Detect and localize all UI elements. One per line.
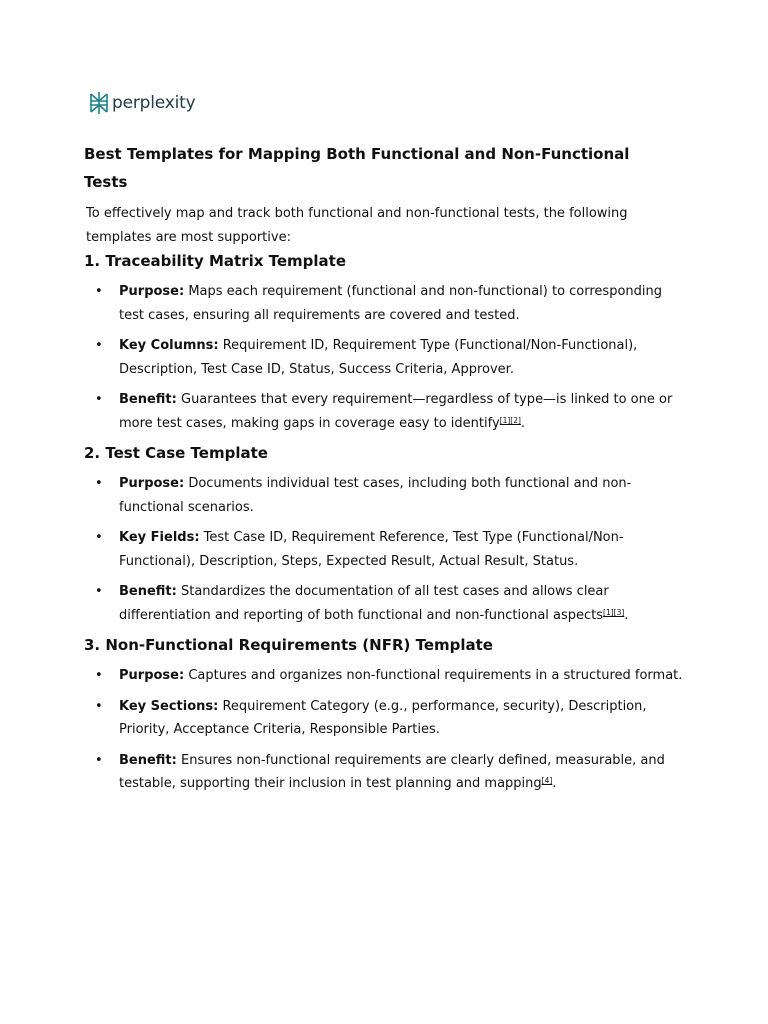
list-item: • Benefit: Guarantees that every requirement—regardless of type—is linked to one or more test cases, making gaps in coverage easy to identify[1][2]. [84,388,684,435]
section-list-traceability [84,280,684,435]
item-text: Standardizes the documentation of all test cases and allows clear differentiation and reporting of both functional and non-functional aspects [119,584,609,623]
intro-paragraph: To effectively map and track both functional and non-functional tests, the following templates are most supportive: [86,206,628,245]
section-heading-nfr: 3. Non-Functional Requirements (NFR) Template [84,636,493,654]
list-item [84,664,684,688]
item-label: Purpose: [119,284,185,299]
section-list-nfr [84,664,684,796]
list-item [84,526,684,573]
list-item [84,695,684,742]
bullet-icon: • [95,698,103,714]
item-text: Guarantees that every requirement—regardless of type—is linked to one or more test cases, making gaps in coverage easy to identify [119,392,673,431]
perplexity-logo-icon [89,91,109,115]
document-title: Best Templates for Mapping Both Functional and Non-Functional Tests [84,145,630,191]
citation-link[interactable]: [1][3] [603,607,625,617]
bullet-icon: • [95,476,103,491]
item-label: Purpose: [119,476,185,491]
list-item: • Benefit: Standardizes the documentation of all test cases and allows clear differentiation and reporting of both functional and non-functional aspects[1][3]. [84,580,684,627]
section-heading-test-case: 2. Test Case Template [84,444,268,462]
bullet-icon: • [95,668,103,683]
bullet-icon: • [95,530,103,545]
item-label: Benefit: [119,584,177,599]
section-heading-traceability: 1. Traceability Matrix Template [84,252,347,270]
item-label: Purpose: [119,668,185,683]
item-text: Test Case ID, Requirement Reference, Test Type (Functional/Non-Functional), Description, Steps, Expected Result, Actual Result, Status. [119,530,624,569]
item-text: Documents individual test cases, including both functional and non-functional scenarios. [119,476,632,515]
item-text: Captures and organizes non-functional requirements in a structured format. [184,668,683,683]
bullet-icon: • [95,584,103,599]
list-item [84,472,684,519]
bullet-icon: • [95,392,103,407]
section-list-test-case [84,472,684,627]
bullet-icon: • [95,752,103,768]
bullet-icon: • [95,284,103,299]
item-label: Benefit: [119,752,177,768]
item-text: Requirement Category (e.g., performance, security), Description, Priority, Acceptance Criteria, Responsible Parties. [119,698,647,737]
item-label: Benefit: [119,392,177,407]
item-text: Maps each requirement (functional and non-functional) to corresponding test cases, ensuring all requirements are covered and tested. [119,284,663,323]
item-label: Key Fields: [119,530,200,545]
citation-link[interactable]: [1][2] [499,415,521,425]
item-label: Key Columns: [119,338,219,353]
item-text: Requirement ID, Requirement Type (Functional/Non-Functional), Description, Test Case ID, Status, Success Criteria, Approver. [119,338,638,377]
item-text: Ensures non-functional requirements are clearly defined, measurable, and testable, supporting their inclusion in test planning and mapping [119,752,665,791]
perplexity-logo [89,90,195,116]
list-item [84,280,684,327]
list-item [84,334,684,381]
bullet-icon: • [95,338,103,353]
document-content [84,141,684,803]
logo-wordmark: perplexity [112,93,196,113]
item-label: Key Sections: [119,698,219,714]
citation-link[interactable]: [4] [541,776,553,785]
list-item: • Benefit: Ensures non-functional requirements are clearly defined, measurable, and testable, supporting their inclusion in test planning and mapping[4]. [84,749,684,796]
